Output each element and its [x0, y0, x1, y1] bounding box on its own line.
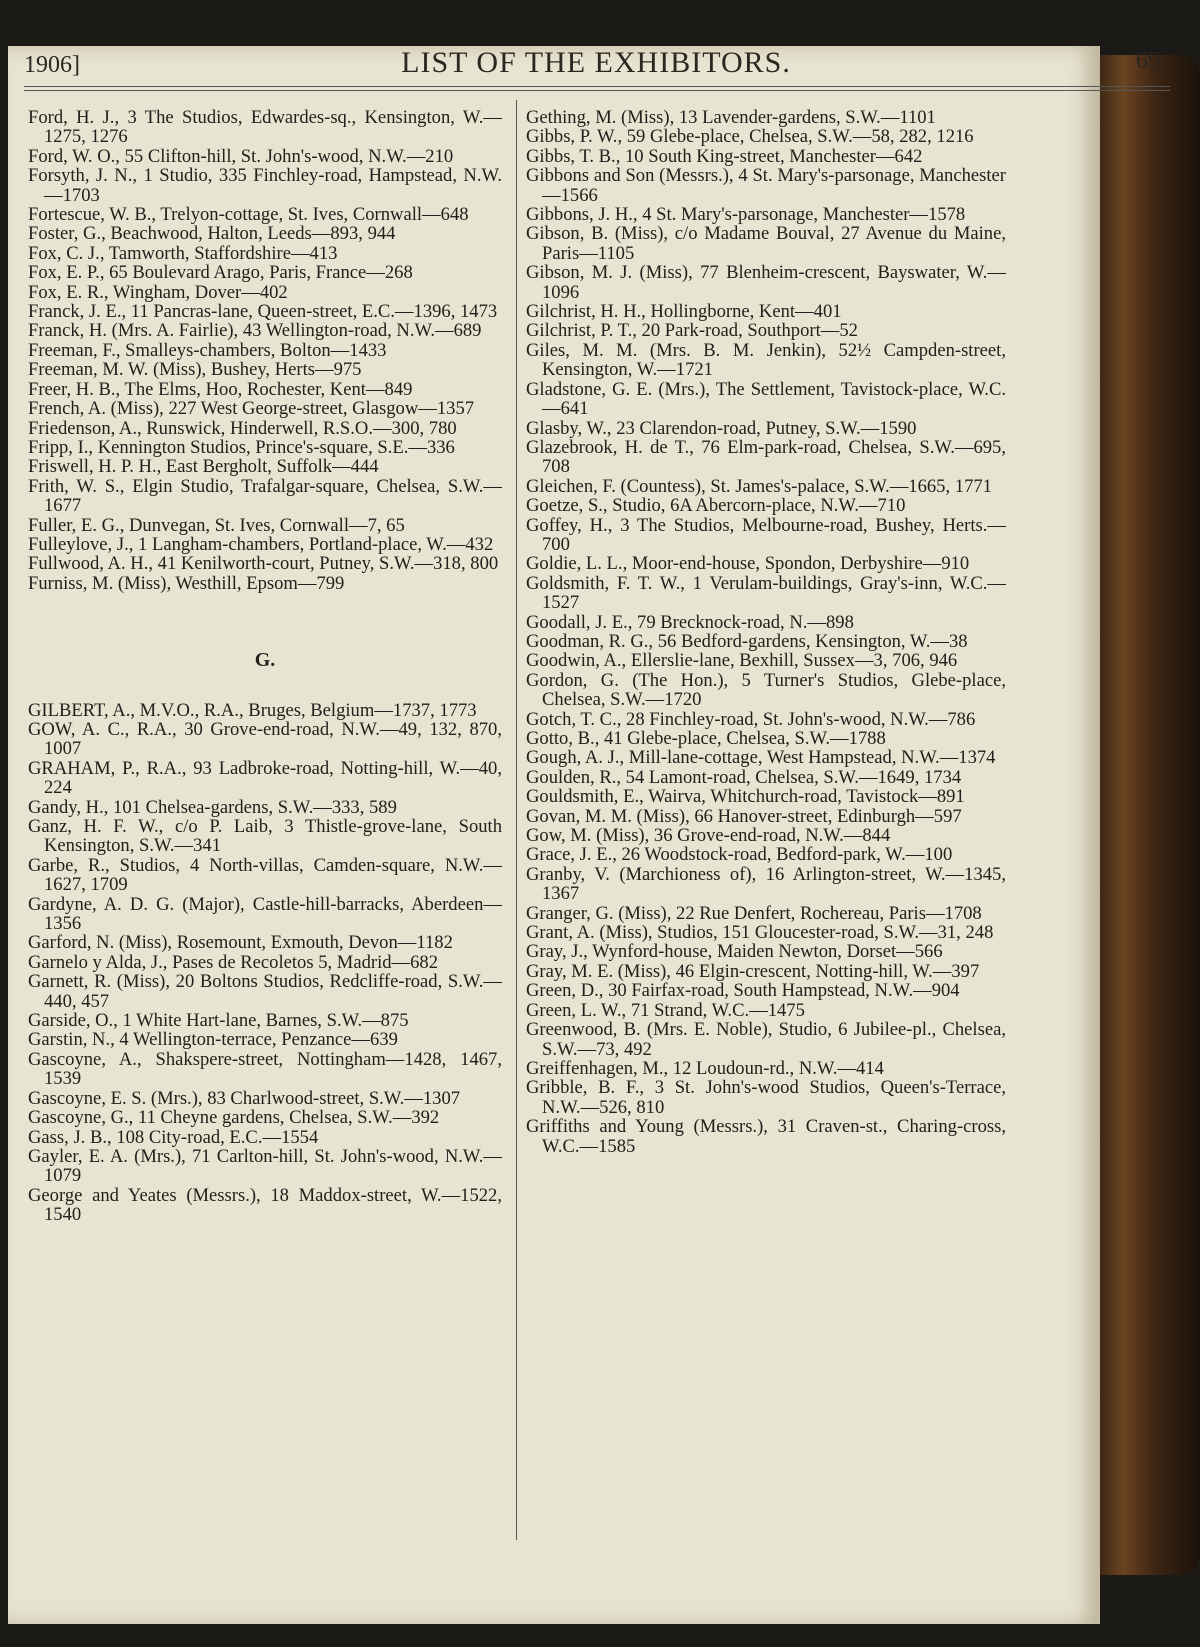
- exhibitor-entry: Freer, H. B., The Elms, Hoo, Rochester, Kent—849: [28, 378, 413, 400]
- exhibitor-entry: Gething, M. (Miss), 13 Lavender-gardens, S.W.—1101: [526, 107, 936, 128]
- column-divider: [516, 100, 517, 1540]
- exhibitor-entry: Giles, M. M. (Mrs. B. M. Jenkin), 52½ Campden-street, Kensington, W.—1721: [526, 339, 1006, 381]
- exhibitor-entry: Gibson, M. J. (Miss), 77 Blenheim-crescent, Bayswater, W.—1096: [526, 262, 1006, 303]
- exhibitor-entry: Green, L. W., 71 Strand, W.C.—1475: [526, 999, 805, 1021]
- exhibitor-entry: Gibbons, J. H., 4 St. Mary's-parsonage, Manchester—1578: [526, 204, 966, 226]
- left-column: [28, 108, 502, 1225]
- exhibitor-entry: GRAHAM, P., R.A., 93 Ladbroke-road, Notting-hill, W.—40, 224: [28, 757, 502, 799]
- exhibitor-entry: Friswell, H. P. H., East Bergholt, Suffolk—444: [28, 456, 379, 478]
- header-rule-top: [24, 86, 1170, 87]
- exhibitor-entry: Gardyne, A. D. G. (Major), Castle-hill-barracks, Aberdeen—1356: [28, 893, 502, 935]
- exhibitor-entry: Govan, M. M. (Miss), 66 Hanover-street, Edinburgh—597: [526, 805, 962, 827]
- exhibitor-entry: Gotch, T. C., 28 Finchley-road, St. John's-wood, N.W.—786: [526, 708, 976, 730]
- header-rule-bottom: [24, 90, 1170, 91]
- exhibitor-entry: Gladstone, G. E. (Mrs.), The Settlement, Tavistock-place, W.C.—641: [526, 378, 1006, 420]
- exhibitor-entry: Gough, A. J., Mill-lane-cottage, West Hampstead, N.W.—1374: [526, 747, 996, 769]
- page-header: [22, 46, 1170, 86]
- entry-list-g: [28, 701, 502, 1225]
- exhibitor-entry: Ford, W. O., 55 Clifton-hill, St. John's-wood, N.W.—210: [28, 145, 454, 167]
- exhibitor-entry: Goldie, L. L., Moor-end-house, Spondon, Derbyshire—910: [526, 553, 970, 575]
- exhibitor-entry: Goodall, J. E., 79 Brecknock-road, N.—898: [526, 611, 854, 633]
- exhibitor-entry: Gilchrist, P. T., 20 Park-road, Southport—52: [526, 320, 858, 342]
- exhibitor-entry: GOW, A. C., R.A., 30 Grove-end-road, N.W.—49, 132, 870, 1007: [28, 718, 502, 760]
- exhibitor-entry: Gascoyne, A., Shakspere-street, Nottingham—1428, 1467, 1539: [28, 1048, 502, 1090]
- exhibitor-entry: Goodman, R. G., 56 Bedford-gardens, Kensington, W.—38: [526, 630, 968, 652]
- exhibitor-entry: GILBERT, A., M.V.O., R.A., Bruges, Belgium—1737, 1773: [28, 699, 477, 721]
- exhibitor-entry: Grace, J. E., 26 Woodstock-road, Bedford-park, W.—100: [526, 844, 953, 866]
- exhibitor-entry: Greiffenhagen, M., 12 Loudoun-rd., N.W.—414: [526, 1057, 884, 1079]
- exhibitor-entry: Gibson, B. (Miss), c/o Madame Bouval, 27 Avenue du Maine, Paris—1105: [526, 223, 1006, 264]
- exhibitor-entry: Garford, N. (Miss), Rosemount, Exmouth, Devon—1182: [28, 932, 453, 954]
- exhibitor-entry: Goulden, R., 54 Lamont-road, Chelsea, S.W.—1649, 1734: [526, 766, 962, 788]
- exhibitor-entry: Gibbs, T. B., 10 South King-street, Manchester—642: [526, 145, 923, 167]
- exhibitor-entry: Frith, W. S., Elgin Studio, Trafalgar-square, Chelsea, S.W.—1677: [28, 475, 502, 517]
- exhibitor-entry: Forsyth, J. N., 1 Studio, 335 Finchley-road, Hampstead, N.W.—1703: [28, 165, 502, 206]
- exhibitor-entry: Gibbons and Son (Messrs.), 4 St. Mary's-parsonage, Manchester—1566: [526, 165, 1006, 206]
- exhibitor-entry: Gandy, H., 101 Chelsea-gardens, S.W.—333, 589: [28, 796, 397, 818]
- exhibitor-entry: Fuller, E. G., Dunvegan, St. Ives, Cornwall—7, 65: [28, 514, 405, 536]
- exhibitor-entry: Ganz, H. F. W., c/o P. Laib, 3 Thistle-grove-lane, South Kensington, S.W.—341: [28, 816, 502, 857]
- exhibitor-entry: Fripp, I., Kennington Studios, Prince's-square, S.E.—336: [28, 436, 455, 458]
- exhibitor-entry: Goldsmith, F. T. W., 1 Verulam-buildings, Gray's-inn, W.C.—1527: [526, 572, 1006, 614]
- book-binding-edge: [1090, 55, 1200, 1575]
- exhibitor-entry: Gray, J., Wynford-house, Maiden Newton, Dorset—566: [526, 941, 943, 963]
- entry-list-f: [28, 108, 502, 593]
- exhibitor-entry: Fox, C. J., Tamworth, Staffordshire—413: [28, 242, 338, 264]
- exhibitor-entry: Gibbs, P. W., 59 Glebe-place, Chelsea, S.W.—58, 282, 1216: [526, 126, 974, 148]
- exhibitor-entry: Gilchrist, H. H., Hollingborne, Kent—401: [526, 301, 842, 323]
- exhibitor-entry: Fortescue, W. B., Trelyon-cottage, St. Ives, Cornwall—648: [28, 204, 469, 226]
- exhibitor-entry: Franck, J. E., 11 Pancras-lane, Queen-street, E.C.—1396, 1473: [28, 301, 498, 323]
- exhibitor-entry: Gleichen, F. (Countess), St. James's-palace, S.W.—1665, 1771: [526, 475, 992, 497]
- exhibitor-entry: Granger, G. (Miss), 22 Rue Denfert, Rochereau, Paris—1708: [526, 902, 982, 924]
- exhibitor-entry: Friedenson, A., Runswick, Hinderwell, R.S.O.—300, 780: [28, 417, 457, 439]
- page-number: 69: [1136, 48, 1160, 74]
- exhibitor-entry: Fox, E. R., Wingham, Dover—402: [28, 281, 288, 303]
- page-title: LIST OF THE EXHIBITORS.: [401, 46, 791, 79]
- exhibitor-entry: Gow, M. (Miss), 36 Grove-end-road, N.W.—844: [526, 825, 891, 847]
- exhibitor-entry: Fullwood, A. H., 41 Kenilworth-court, Putney, S.W.—318, 800: [28, 553, 499, 575]
- exhibitor-entry: Franck, H. (Mrs. A. Fairlie), 43 Wellington-road, N.W.—689: [28, 320, 482, 342]
- exhibitor-entry: Gribble, B. F., 3 St. John's-wood Studios, Queen's-Terrace, N.W.—526, 810: [526, 1077, 1006, 1118]
- exhibitor-entry: Fulleylove, J., 1 Langham-chambers, Portland-place, W.—432: [28, 533, 494, 555]
- exhibitor-entry: Greenwood, B. (Mrs. E. Noble), Studio, 6 Jubilee-pl., Chelsea, S.W.—73, 492: [526, 1019, 1006, 1060]
- exhibitor-entry: Garside, O., 1 White Hart-lane, Barnes, S.W.—875: [28, 1010, 409, 1032]
- exhibitor-entry: French, A. (Miss), 227 West George-street, Glasgow—1357: [28, 398, 475, 420]
- exhibitor-entry: Furniss, M. (Miss), Westhill, Epsom—799: [28, 572, 345, 594]
- entry-list-g-continued: [526, 108, 1006, 1156]
- exhibitor-entry: George and Yeates (Messrs.), 18 Maddox-street, W.—1522, 1540: [28, 1184, 502, 1226]
- exhibitor-entry: Gayler, E. A. (Mrs.), 71 Carlton-hill, St. John's-wood, N.W.—1079: [28, 1145, 502, 1187]
- exhibitor-entry: Fox, E. P., 65 Boulevard Arago, Paris, France—268: [28, 262, 413, 284]
- exhibitor-entry: Goodwin, A., Ellerslie-lane, Bexhill, Sussex—3, 706, 946: [526, 650, 958, 672]
- exhibitor-entry: Goffey, H., 3 The Studios, Melbourne-road, Bushey, Herts.—700: [526, 514, 1006, 555]
- exhibitor-entry: Freeman, F., Smalleys-chambers, Bolton—1433: [28, 339, 387, 361]
- exhibitor-entry: Freeman, M. W. (Miss), Bushey, Herts—975: [28, 359, 362, 381]
- exhibitor-entry: Granby, V. (Marchioness of), 16 Arlington-street, W.—1345, 1367: [526, 863, 1006, 905]
- exhibitor-entry: Gascoyne, E. S. (Mrs.), 83 Charlwood-street, S.W.—1307: [28, 1087, 461, 1109]
- exhibitor-entry: Ford, H. J., 3 The Studios, Edwardes-sq., Kensington, W.—1275, 1276: [28, 107, 502, 148]
- exhibitor-entry: Garnett, R. (Miss), 20 Boltons Studios, Redcliffe-road, S.W.—440, 457: [28, 971, 502, 1012]
- exhibitor-entry: Gascoyne, G., 11 Cheyne gardens, Chelsea, S.W.—392: [28, 1107, 440, 1129]
- exhibitor-entry: Gotto, B., 41 Glebe-place, Chelsea, S.W.—1788: [526, 728, 886, 749]
- exhibitor-entry: Griffiths and Young (Messrs.), 31 Craven-st., Charing-cross, W.C.—1585: [526, 1116, 1006, 1157]
- exhibitor-entry: Green, D., 30 Fairfax-road, South Hampstead, N.W.—904: [526, 980, 960, 1002]
- exhibitor-entry: Glazebrook, H. de T., 76 Elm-park-road, Chelsea, S.W.—695, 708: [526, 436, 1006, 478]
- exhibitor-entry: Gouldsmith, E., Wairva, Whitchurch-road, Tavistock—891: [526, 786, 965, 808]
- exhibitor-entry: Garbe, R., Studios, 4 North-villas, Camden-square, N.W.—1627, 1709: [28, 854, 502, 896]
- right-column: [526, 108, 1006, 1156]
- exhibitor-entry: Grant, A. (Miss), Studios, 151 Gloucester-road, S.W.—31, 248: [526, 922, 994, 944]
- exhibitor-entry: Goetze, S., Studio, 6A Abercorn-place, N.W.—710: [526, 495, 906, 517]
- exhibitor-entry: Foster, G., Beachwood, Halton, Leeds—893, 944: [28, 223, 396, 245]
- section-heading-g: G.: [254, 649, 276, 672]
- header-year: 1906]: [24, 52, 80, 78]
- exhibitor-entry: Gass, J. B., 108 City-road, E.C.—1554: [28, 1126, 319, 1148]
- exhibitor-entry: Glasby, W., 23 Clarendon-road, Putney, S.W.—1590: [526, 417, 917, 439]
- exhibitor-entry: Garnelo y Alda, J., Pases de Recoletos 5, Madrid—682: [28, 951, 439, 973]
- exhibitor-entry: Gray, M. E. (Miss), 46 Elgin-crescent, Notting-hill, W.—397: [526, 960, 980, 982]
- exhibitor-entry: Garstin, N., 4 Wellington-terrace, Penzance—639: [28, 1029, 398, 1051]
- exhibitor-entry: Gordon, G. (The Hon.), 5 Turner's Studios, Glebe-place, Chelsea, S.W.—1720: [526, 669, 1006, 711]
